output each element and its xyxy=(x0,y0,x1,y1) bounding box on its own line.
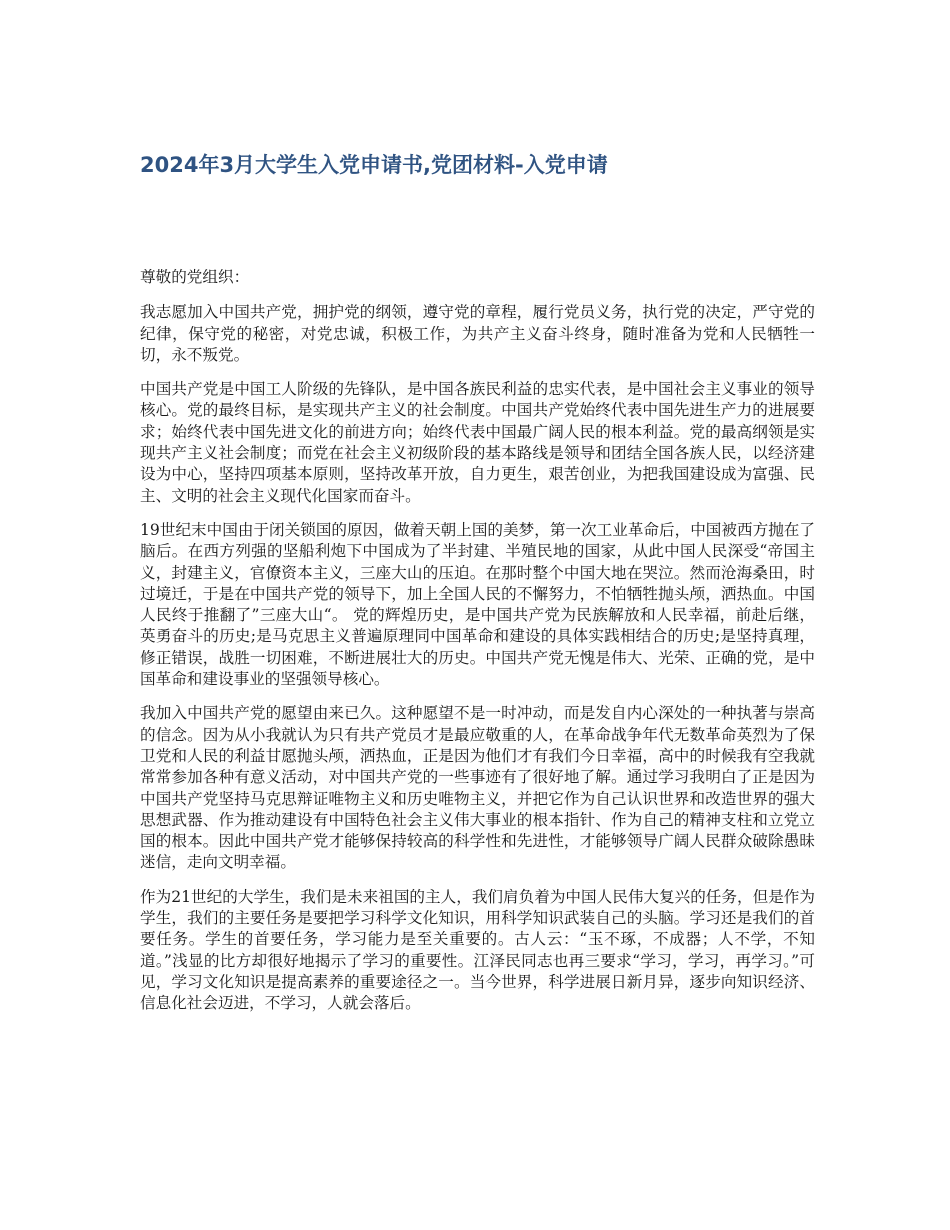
salutation: 尊敬的党组织： xyxy=(140,268,250,286)
document-body xyxy=(140,267,815,1028)
paragraph: 19世纪末中国由于闭关锁国的原因，做着天朝上国的美梦，第一次工业革命后，中国被西方抛在了脑后。在西方列强的坚船利炮下中国成为了半封建、半殖民地的国家，从此中国人民深受“帝国主义，封建主义，官僚资本主义，三座大山的压迫。在那时整个中国大地在哭泣。然而沧海桑田，时过境迁，于是在中国共产党的领导下，加上全国人民的不懈努力，不怕牺牲抛头颅，洒热血。中国人民终于推翻了”三座大山“。 党的辉煌历史，是中国共产党为民族解放和人民幸福，前赴后继，英勇奋斗的历史;是马克思主义普遍原理同中国革命和建设的具体实践相结合的历史;是坚持真理，修正错误，战胜一切困难，不断进展壮大的历史。中国共产党无愧是伟大、光荣、正确的党，是中国革命和建设事业的坚强领导核心。 xyxy=(140,520,815,689)
paragraph: 作为21世纪的大学生，我们是未来祖国的主人，我们肩负着为中国人民伟大复兴的任务，但是作为学生，我们的主要任务是要把学习科学文化知识，用科学知识武装自己的头脑。学习还是我们的首要任务。学生的首要任务，学习能力是至关重要的。古人云：“玉不琢，不成器；人不学，不知道。”浅显的比方却很好地揭示了学习的重要性。江泽民同志也再三要求“学习，学习，再学习。”可见，学习文化知识是提高素养的重要途径之一。当今世界，科学进展日新月异，逐步向知识经济、信息化社会迈进，不学习，人就会落后。 xyxy=(140,887,815,1013)
paragraph: 中国共产党是中国工人阶级的先锋队，是中国各族民利益的忠实代表，是中国社会主义事业的领导核心。党的最终目标，是实现共产主义的社会制度。中国共产党始终代表中国先进生产力的进展要求；始终代表中国先进文化的前进方向；始终代表中国最广阔人民的根本利益。党的最高纲领是实现共产主义社会制度；而党在社会主义初级阶段的基本路线是领导和团结全国各族人民，以经济建设为中心，坚持四项基本原则，坚持改革开放，自力更生，艰苦创业，为把我国建设成为富强、民主、文明的社会主义现代化国家而奋斗。 xyxy=(140,380,815,505)
paragraph: 我加入中国共产党的愿望由来已久。这种愿望不是一时冲动，而是发自内心深处的一种执著与崇高的信念。因为从小我就认为只有共产党员才是最应敬重的人，在革命战争年代无数革命英烈为了保卫党和人民的利益甘愿抛头颅，洒热血，正是因为他们才有我们今日幸福，高中的时候我有空我就常常参加各种有意义活动，对中国共产党的一些事迹有了很好地了解。通过学习我明白了正是因为中国共产党坚持马克思辩证唯物主义和历史唯物主义，并把它作为自己认识世界和改造世界的强大思想武器、作为推动建设有中国特色社会主义伟大事业的根本指针、作为自己的精神支柱和立党立国的根本。因此中国共产党才能够保持较高的科学性和先进性，才能够领导广阔人民群众破除愚昧迷信，走向文明幸福。 xyxy=(140,704,815,872)
document-title: 2024年3月大学生入党申请书,党团材料-入党申请 xyxy=(140,153,608,177)
paragraph: 我志愿加入中国共产党，拥护党的纲领，遵守党的章程，履行党员义务，执行党的决定，严守党的纪律，保守党的秘密，对党忠诚，积极工作，为共产主义奋斗终身，随时准备为党和人民牺牲一切，永不叛党。 xyxy=(140,303,815,364)
